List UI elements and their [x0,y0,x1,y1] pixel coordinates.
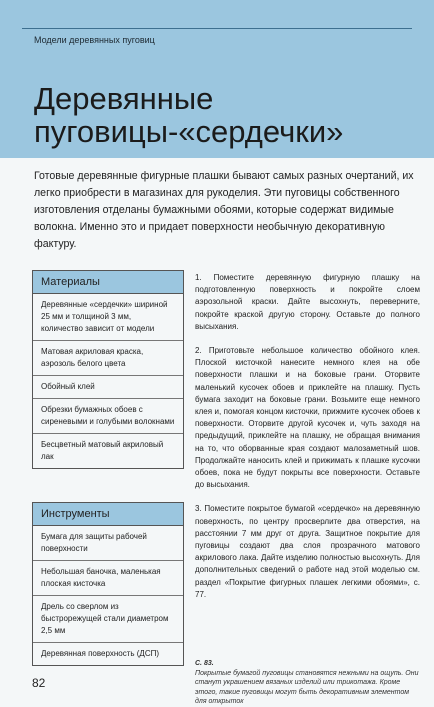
page-number: 82 [32,676,46,690]
tools-item: Дрель со сверлом из быстрорежущей стали диаметром 2,5 мм [33,596,183,643]
tools-item: Деревянная поверхность (ДСП) [41,649,160,658]
caption-text: Покрытые бумагой пуговицы становятся нежными на ощупь. Они станут украшением вязаных изделий или трикотажа. Кроме этого, такие пуговицы могут быть декоративным элементом для открыток [195,669,419,705]
materials-heading: Материалы [33,271,183,294]
title-line-2: пуговицы-«сердечки» [34,114,344,149]
tools-item: Бумага для защиты рабочей поверхности [33,526,183,561]
materials-item: Матовая акриловая краска, аэрозоль белого цвета [33,341,183,376]
materials-item: Деревянные «сердечки» шириной 25 мм и толщиной 3 мм, количество зависит от модели [33,294,183,341]
step-1: 1. Поместите деревянную фигурную плашку на подготовленную поверхность и покройте слоем аэрозольной краски. Дайте высохнуть, переверните, покройте краской другую сторону. Оставьте до полного высыхания. [195,273,420,331]
materials-item: Бесцветный матовый акриловый лак [41,440,164,461]
intro-paragraph: Готовые деревянные фигурные плашки бывают самых разных очертаний, их легко приобрести в магазинах для рукоделия. Эти пуговицы собственного изготовления отделаны бумажными обоями, которые содержат видимые волокна. Именно это и придает поверхности необычную декоративную фактуру. [34,170,414,250]
section-label: Модели деревянных пуговиц [34,35,155,45]
instructions [195,272,420,613]
caption-page-ref: С. 83. [195,660,214,667]
tools-box [32,502,184,666]
title-line-1: Деревянные [34,81,214,116]
photo-caption [195,659,420,707]
step-3: 3. Поместите покрытое бумагой «сердечко» на деревянную поверхность, по центру просверлите два отверстия, на расстоянии 7 мм друг от друга. Защитное покрытие для пуговицы создают два слоя прозрачного матового акрилового лака. Дайте изделию полностью высохнуть. Для дополнительных сведений о работе над этой моделью см. раздел «Покрытие фигурных плашек легкими обоями», с. 77. [195,504,420,599]
step-2: 2. Приготовьте небольшое количество обойного клея. Плоской кисточкой нанесите немного клея на обе поверхности плашки и на боковые грани. Оторвите маленький кусочек обоев и приклейте на плашку. Пусть бумага заходит на боковые грани. Возьмите еще немного клея и, помогая концом кисточки, прижмите кусочек обоев к поверхности. Оторвите другой кусочек и, чуть заходя на предыдущий, приклейте на плашку, не обращая внимания на то, что оборванные края создают малозаметный шов. Продолжайте наносить клей и прижимать к плашке кусочки обоев, пока не будут покрыты все поверхности. Оставьте до высыхания. [195,346,420,490]
materials-item: Обрезки бумажных обоев с сиреневыми и голубыми волокнами [33,399,183,434]
tools-heading: Инструменты [33,503,183,526]
materials-item: Обойный клей [33,376,183,399]
header-rule [22,28,412,29]
tools-item: Небольшая баночка, маленькая плоская кисточка [33,561,183,596]
materials-box [32,270,184,469]
page-title [34,82,414,148]
